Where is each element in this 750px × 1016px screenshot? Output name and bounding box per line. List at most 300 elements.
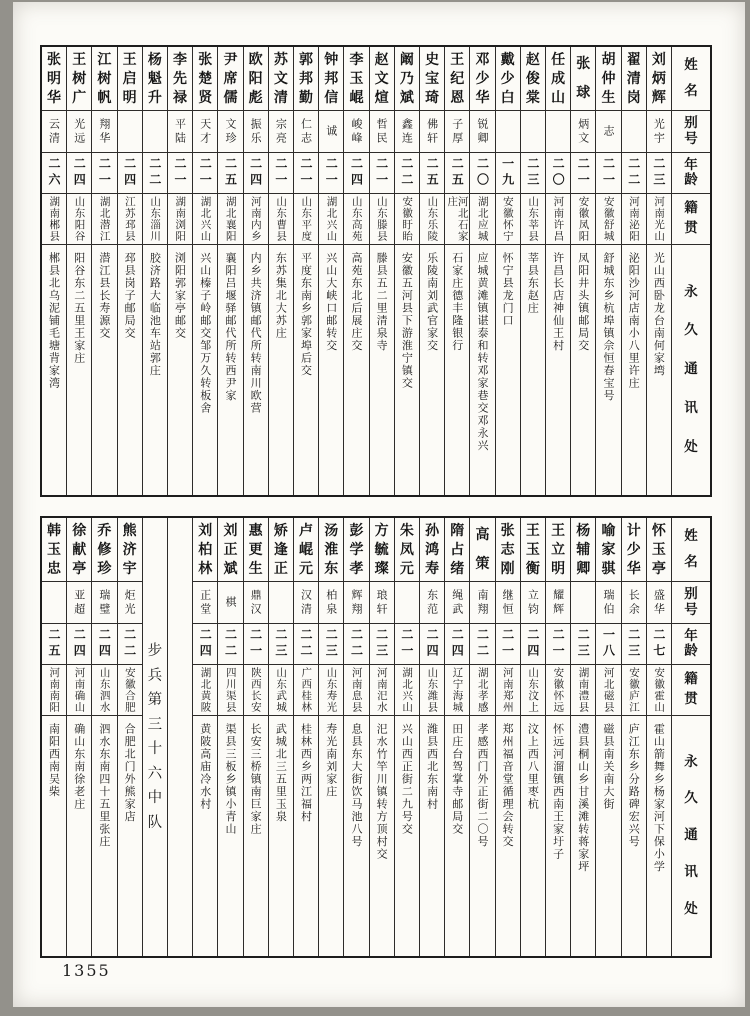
person-column bbox=[218, 47, 243, 495]
origin-cell-text: 四川渠县 bbox=[224, 667, 237, 713]
address-cell bbox=[118, 716, 142, 956]
origin-cell-text: 河南南阳 bbox=[48, 667, 61, 713]
origin-cell bbox=[496, 194, 520, 245]
origin-cell-text: 湖北兴山 bbox=[325, 196, 338, 242]
address-cell-text: 磁县南关南大街 bbox=[601, 723, 615, 811]
address-cell-text: 兴山大峡口邮转交 bbox=[324, 252, 338, 352]
age-cell bbox=[218, 624, 242, 665]
age-cell-text: 二一 bbox=[248, 628, 263, 660]
address-cell-text: 渠县三板乡镇小青山 bbox=[223, 723, 237, 836]
name-cell: 张 楚 贤 bbox=[193, 47, 217, 111]
origin-cell bbox=[470, 665, 494, 716]
age-cell bbox=[521, 153, 545, 194]
age-cell-text: 二一 bbox=[273, 157, 288, 189]
origin-cell bbox=[344, 665, 368, 716]
age-cell-text: 一九 bbox=[500, 157, 515, 189]
origin-cell bbox=[118, 665, 142, 716]
address-cell bbox=[92, 245, 116, 495]
origin-cell-text: 安徽庐江 bbox=[627, 667, 640, 713]
age-cell-text: 二六 bbox=[47, 157, 62, 189]
person-column bbox=[92, 47, 117, 495]
origin-cell bbox=[445, 194, 469, 245]
age-cell bbox=[647, 624, 671, 665]
person-column bbox=[92, 518, 117, 956]
age-cell bbox=[319, 624, 343, 665]
address-cell-text: 石家庄德丰隆银行 bbox=[450, 252, 464, 352]
age-cell bbox=[420, 624, 444, 665]
alias-cell-text: 光宇 bbox=[652, 117, 666, 146]
address-cell-text: 桂林西乡两江福村 bbox=[299, 723, 313, 823]
age-cell bbox=[118, 153, 142, 194]
age-cell bbox=[370, 624, 394, 665]
age-cell-text: 二一 bbox=[97, 157, 112, 189]
person-column bbox=[168, 47, 193, 495]
address-cell-text: 泗水东南四十五里张庄 bbox=[97, 723, 111, 848]
name-cell: 刘 正 斌 bbox=[218, 518, 242, 582]
address-cell-text: 潍县西北东南村 bbox=[425, 723, 439, 811]
age-cell bbox=[269, 153, 293, 194]
age-cell-text: 二二 bbox=[299, 628, 314, 660]
person-column bbox=[67, 518, 92, 956]
origin-cell-text: 湖北兴山 bbox=[401, 667, 414, 713]
alias-cell bbox=[67, 582, 91, 624]
age-cell bbox=[470, 153, 494, 194]
origin-cell bbox=[92, 194, 116, 245]
person-column bbox=[622, 47, 647, 495]
age-cell-text: 二三 bbox=[374, 628, 389, 660]
age-cell-text: 二二 bbox=[147, 157, 162, 189]
alias-cell bbox=[168, 111, 192, 153]
address-cell-text: 内乡共济镇邮代所转南川欧营 bbox=[249, 252, 263, 415]
alias-cell bbox=[420, 111, 444, 153]
address-cell-text: 滕县五二里清泉寺 bbox=[375, 252, 389, 352]
address-cell-text: 孝感西门外正街二〇号 bbox=[475, 723, 489, 848]
address-cell bbox=[218, 716, 242, 956]
origin-cell bbox=[370, 665, 394, 716]
origin-cell-text: 山东平度 bbox=[300, 196, 313, 242]
origin-cell-text: 山东曹县 bbox=[275, 196, 288, 242]
address-cell-text: 襄阳吕堰驿邮代所转西尹家 bbox=[223, 252, 237, 402]
person-column bbox=[269, 47, 294, 495]
alias-cell-text: 盛华 bbox=[652, 588, 666, 617]
name-cell: 欧 阳 彪 bbox=[244, 47, 268, 111]
address-cell bbox=[622, 245, 646, 495]
origin-cell-text: 山东淄川 bbox=[149, 196, 162, 242]
person-column bbox=[42, 47, 67, 495]
address-cell bbox=[67, 716, 91, 956]
address-cell-text: 怀远河溜镇西南王家圩子 bbox=[551, 723, 565, 861]
person-column bbox=[496, 518, 521, 956]
name-cell: 计 少 华 bbox=[622, 518, 646, 582]
name-cell: 孙 鸿 寿 bbox=[420, 518, 444, 582]
person-column bbox=[118, 518, 143, 956]
header-label-age: 年 龄 bbox=[672, 624, 710, 665]
origin-cell bbox=[622, 194, 646, 245]
person-column bbox=[344, 47, 369, 495]
alias-cell-text: 炬光 bbox=[123, 588, 137, 617]
age-cell-text: 二五 bbox=[223, 157, 238, 189]
address-cell bbox=[269, 245, 293, 495]
alias-cell bbox=[294, 582, 318, 624]
origin-cell-text: 山东武城 bbox=[275, 667, 288, 713]
person-column bbox=[420, 47, 445, 495]
origin-cell bbox=[294, 665, 318, 716]
header-label-alias: 别 号 bbox=[672, 582, 710, 624]
alias-cell-text: 东范 bbox=[425, 588, 439, 617]
age-cell-text: 二二 bbox=[399, 157, 414, 189]
origin-cell bbox=[546, 665, 570, 716]
alias-cell bbox=[143, 111, 167, 153]
header-label-name: 姓 名 bbox=[672, 47, 710, 111]
age-cell-text: 二四 bbox=[122, 157, 137, 189]
person-column bbox=[395, 47, 420, 495]
alias-cell-text: 鑫连 bbox=[400, 117, 414, 146]
name-cell: 徐 献 亭 bbox=[67, 518, 91, 582]
origin-cell bbox=[420, 194, 444, 245]
person-column bbox=[370, 518, 395, 956]
origin-cell-text: 河南光山 bbox=[653, 196, 666, 242]
age-cell-text: 二五 bbox=[425, 157, 440, 189]
person-column bbox=[42, 518, 67, 956]
person-column bbox=[546, 47, 571, 495]
origin-cell bbox=[218, 194, 242, 245]
age-cell bbox=[344, 153, 368, 194]
origin-cell bbox=[244, 194, 268, 245]
origin-cell bbox=[596, 665, 620, 716]
name-cell: 韩 玉 忠 bbox=[42, 518, 66, 582]
person-column bbox=[496, 47, 521, 495]
address-cell bbox=[622, 716, 646, 956]
name-cell: 赵 文 煊 bbox=[370, 47, 394, 111]
alias-cell-text: 云清 bbox=[47, 117, 61, 146]
age-cell bbox=[319, 153, 343, 194]
address-cell bbox=[67, 245, 91, 495]
origin-cell-text: 广西桂林 bbox=[300, 667, 313, 713]
origin-cell-text: 山东阳谷 bbox=[73, 196, 86, 242]
origin-cell bbox=[546, 194, 570, 245]
alias-cell bbox=[370, 111, 394, 153]
name-cell: 王 玉 衡 bbox=[521, 518, 545, 582]
age-cell-text: 一八 bbox=[601, 628, 616, 660]
name-cell: 郭 邦 勤 bbox=[294, 47, 318, 111]
alias-cell bbox=[521, 582, 545, 624]
age-cell bbox=[92, 153, 116, 194]
header-label-origin: 籍 贯 bbox=[672, 665, 710, 716]
alias-cell-text: 耀辉 bbox=[551, 588, 565, 617]
address-cell bbox=[445, 716, 469, 956]
alias-cell bbox=[42, 111, 66, 153]
origin-cell-text: 安徽舒城 bbox=[602, 196, 615, 242]
alias-cell bbox=[218, 582, 242, 624]
alias-cell-text: 炳文 bbox=[576, 117, 590, 146]
age-cell-text: 二三 bbox=[576, 628, 591, 660]
alias-cell bbox=[571, 582, 595, 624]
address-cell bbox=[344, 716, 368, 956]
address-cell-text: 合肥北门外熊家店 bbox=[123, 723, 137, 823]
origin-cell bbox=[470, 194, 494, 245]
address-cell-text: 高苑东北后展庄交 bbox=[349, 252, 363, 352]
age-cell bbox=[521, 624, 545, 665]
person-column bbox=[596, 518, 621, 956]
alias-cell bbox=[445, 111, 469, 153]
name-cell: 李 先 禄 bbox=[168, 47, 192, 111]
alias-cell-text: 亚超 bbox=[72, 588, 86, 617]
address-cell-text: 长安三桥镇南巨家庄 bbox=[249, 723, 263, 836]
roster-table-top bbox=[40, 45, 712, 497]
address-cell bbox=[218, 245, 242, 495]
alias-cell bbox=[92, 582, 116, 624]
header-label-origin: 籍 贯 bbox=[672, 194, 710, 245]
age-cell bbox=[92, 624, 116, 665]
alias-cell-text: 诚 bbox=[324, 124, 338, 139]
address-cell bbox=[294, 716, 318, 956]
origin-cell-text: 湖北黄陂 bbox=[199, 667, 212, 713]
origin-cell-text: 湖北潜江 bbox=[98, 196, 111, 242]
person-column bbox=[622, 518, 647, 956]
age-cell bbox=[571, 624, 595, 665]
address-cell-text: 邳县岗子邮局交 bbox=[123, 252, 137, 340]
address-cell-text: 乐陵南刘武官家交 bbox=[425, 252, 439, 352]
origin-cell-text: 江苏邳县 bbox=[123, 196, 136, 242]
name-cell: 张 志 刚 bbox=[496, 518, 520, 582]
origin-cell-text: 河南许昌 bbox=[552, 196, 565, 242]
name-cell: 喻 家 骐 bbox=[596, 518, 620, 582]
age-cell-text: 二三 bbox=[324, 628, 339, 660]
person-column bbox=[521, 518, 546, 956]
origin-cell-text: 安徽怀宁 bbox=[501, 196, 514, 242]
origin-cell-text: 安徽盱眙 bbox=[401, 196, 414, 242]
person-column bbox=[319, 47, 344, 495]
alias-cell bbox=[92, 111, 116, 153]
origin-cell-text: 河南汜水 bbox=[375, 667, 388, 713]
origin-cell bbox=[67, 665, 91, 716]
alias-cell bbox=[344, 111, 368, 153]
name-cell: 胡 仲 生 bbox=[596, 47, 620, 111]
address-cell-text: 武城北三五里玉泉 bbox=[274, 723, 288, 823]
address-cell-text: 田庄台驾掌寺邮局交 bbox=[450, 723, 464, 836]
age-cell-text: 二七 bbox=[651, 628, 666, 660]
address-cell-text: 寿光南刘家庄 bbox=[324, 723, 338, 798]
origin-cell-text: 湖北孝感 bbox=[476, 667, 489, 713]
age-cell-text: 二四 bbox=[425, 628, 440, 660]
person-column bbox=[218, 518, 243, 956]
origin-cell bbox=[596, 194, 620, 245]
origin-cell bbox=[571, 194, 595, 245]
name-cell: 赵 俊 棠 bbox=[521, 47, 545, 111]
person-column bbox=[244, 47, 269, 495]
age-cell-text: 二二 bbox=[349, 628, 364, 660]
age-cell bbox=[395, 153, 419, 194]
age-cell-text: 二四 bbox=[97, 628, 112, 660]
age-cell bbox=[344, 624, 368, 665]
age-cell bbox=[622, 153, 646, 194]
address-cell-text: 平度东南乡郭家埠后交 bbox=[299, 252, 313, 377]
alias-cell-text: 柏泉 bbox=[324, 588, 338, 617]
alias-cell bbox=[118, 111, 142, 153]
age-cell-text: 二四 bbox=[72, 628, 87, 660]
address-cell bbox=[294, 245, 318, 495]
age-cell-text: 二四 bbox=[198, 628, 213, 660]
alias-cell-text: 南翔 bbox=[475, 588, 489, 617]
address-cell-text: 安徽五河县下游淮宁镇交 bbox=[400, 252, 414, 390]
address-cell-text: 确山东南徐老庄 bbox=[72, 723, 86, 811]
age-cell bbox=[622, 624, 646, 665]
age-cell bbox=[571, 153, 595, 194]
age-cell-text: 二四 bbox=[248, 157, 263, 189]
origin-cell-text: 山东汶上 bbox=[527, 667, 540, 713]
name-cell: 戴 少 白 bbox=[496, 47, 520, 111]
age-cell bbox=[244, 153, 268, 194]
origin-cell-text: 湖北应城 bbox=[476, 196, 489, 242]
age-cell-text: 二三 bbox=[626, 628, 641, 660]
person-column bbox=[647, 47, 672, 495]
address-cell bbox=[244, 716, 268, 956]
alias-cell bbox=[42, 582, 66, 624]
alias-cell bbox=[521, 111, 545, 153]
alias-cell bbox=[571, 111, 595, 153]
address-cell bbox=[496, 716, 520, 956]
alias-cell-text: 继恒 bbox=[501, 588, 515, 617]
age-cell-text: 二〇 bbox=[475, 157, 490, 189]
alias-cell bbox=[218, 111, 242, 153]
origin-cell bbox=[294, 194, 318, 245]
age-cell bbox=[244, 624, 268, 665]
address-cell bbox=[445, 245, 469, 495]
alias-cell bbox=[496, 582, 520, 624]
age-cell-text: 二一 bbox=[399, 628, 414, 660]
address-cell-text: 东苏集北大苏庄 bbox=[274, 252, 288, 340]
address-cell-text: 许昌长店神仙王村 bbox=[551, 252, 565, 352]
address-cell bbox=[42, 716, 66, 956]
age-cell bbox=[596, 624, 620, 665]
origin-cell-text: 湖南郴县 bbox=[48, 196, 61, 242]
address-cell bbox=[42, 245, 66, 495]
address-cell-text: 郴县北乌泥铺毛塘背家湾 bbox=[47, 252, 61, 390]
alias-cell-text: 宗亮 bbox=[274, 117, 288, 146]
name-cell: 李 玉 崐 bbox=[344, 47, 368, 111]
origin-cell-text: 安徽凤阳 bbox=[577, 196, 590, 242]
age-cell bbox=[118, 624, 142, 665]
age-cell bbox=[67, 153, 91, 194]
address-cell-text: 胶济路大临池车站郭庄 bbox=[148, 252, 162, 377]
alias-cell-text: 绳武 bbox=[450, 588, 464, 617]
name-cell: 熊 济 宇 bbox=[118, 518, 142, 582]
address-cell bbox=[395, 716, 419, 956]
origin-cell-text: 河南郑州 bbox=[501, 667, 514, 713]
name-cell: 刘 炳 辉 bbox=[647, 47, 671, 111]
address-cell-text: 浏阳郭家亭邮交 bbox=[173, 252, 187, 340]
origin-cell bbox=[521, 665, 545, 716]
alias-cell bbox=[67, 111, 91, 153]
address-cell-text: 兴山西正街二九号交 bbox=[400, 723, 414, 836]
origin-cell-text: 湖北兴山 bbox=[199, 196, 212, 242]
age-cell bbox=[67, 624, 91, 665]
address-cell-text: 阳谷东二五里王家庄 bbox=[72, 252, 86, 365]
address-cell-text: 汜水竹竿川镇转方顶村交 bbox=[375, 723, 389, 861]
origin-cell-text: 山东寿光 bbox=[325, 667, 338, 713]
age-cell-text: 二一 bbox=[601, 157, 616, 189]
alias-cell bbox=[395, 111, 419, 153]
alias-cell bbox=[546, 582, 570, 624]
person-column bbox=[143, 47, 168, 495]
person-column bbox=[269, 518, 294, 956]
address-cell-text: 南阳西南吴柴 bbox=[47, 723, 61, 798]
origin-cell-text: 河南泌阳 bbox=[627, 196, 640, 242]
age-cell-text: 二一 bbox=[198, 157, 213, 189]
origin-cell bbox=[370, 194, 394, 245]
person-column bbox=[294, 518, 319, 956]
address-cell bbox=[496, 245, 520, 495]
age-cell bbox=[470, 624, 494, 665]
header-label-alias: 别 号 bbox=[672, 111, 710, 153]
age-cell bbox=[218, 153, 242, 194]
name-cell: 邓 少 华 bbox=[470, 47, 494, 111]
alias-cell-text: 长余 bbox=[627, 588, 641, 617]
age-cell bbox=[42, 153, 66, 194]
origin-cell bbox=[319, 194, 343, 245]
person-column bbox=[244, 518, 269, 956]
origin-cell bbox=[193, 194, 217, 245]
person-column bbox=[344, 518, 369, 956]
origin-cell bbox=[571, 665, 595, 716]
address-cell-text: 舒城东乡杭埠镇佘恒春宝号 bbox=[601, 252, 615, 402]
address-cell bbox=[546, 716, 570, 956]
alias-cell-text: 锐卿 bbox=[475, 117, 489, 146]
address-cell bbox=[193, 245, 217, 495]
age-cell bbox=[420, 153, 444, 194]
origin-cell-text: 山东滕县 bbox=[375, 196, 388, 242]
alias-cell bbox=[622, 582, 646, 624]
alias-cell bbox=[496, 111, 520, 153]
alias-cell-text: 瑞伯 bbox=[601, 588, 615, 617]
person-column bbox=[596, 47, 621, 495]
alias-cell bbox=[596, 111, 620, 153]
age-cell-text: 二二 bbox=[122, 628, 137, 660]
address-cell-text: 汶上西八里枣杭 bbox=[526, 723, 540, 811]
header-label-addr: 永 久 通 讯 处 bbox=[684, 753, 698, 917]
alias-cell bbox=[395, 582, 419, 624]
alias-cell-text: 振乐 bbox=[249, 117, 263, 146]
alias-cell bbox=[470, 582, 494, 624]
origin-cell bbox=[118, 194, 142, 245]
origin-cell bbox=[395, 194, 419, 245]
origin-cell bbox=[42, 665, 66, 716]
origin-cell bbox=[521, 194, 545, 245]
age-cell bbox=[546, 153, 570, 194]
person-column bbox=[118, 47, 143, 495]
age-cell-text: 二五 bbox=[450, 157, 465, 189]
name-cell: 王 树 广 bbox=[67, 47, 91, 111]
age-cell-text: 二〇 bbox=[551, 157, 566, 189]
origin-cell-text: 湖南澧县 bbox=[577, 667, 590, 713]
alias-cell bbox=[319, 111, 343, 153]
alias-cell bbox=[647, 111, 671, 153]
origin-cell bbox=[218, 665, 242, 716]
address-cell bbox=[92, 716, 116, 956]
alias-cell-text: 佛轩 bbox=[425, 117, 439, 146]
name-cell: 苏 文 清 bbox=[269, 47, 293, 111]
age-cell bbox=[294, 153, 318, 194]
blank-column bbox=[168, 518, 193, 956]
alias-cell bbox=[370, 582, 394, 624]
person-column bbox=[571, 518, 596, 956]
name-cell: 杨 魁 升 bbox=[143, 47, 167, 111]
unit-divider-column bbox=[143, 518, 168, 956]
header-label-name: 姓 名 bbox=[672, 518, 710, 582]
origin-cell bbox=[622, 665, 646, 716]
alias-cell bbox=[445, 582, 469, 624]
address-cell bbox=[571, 716, 595, 956]
